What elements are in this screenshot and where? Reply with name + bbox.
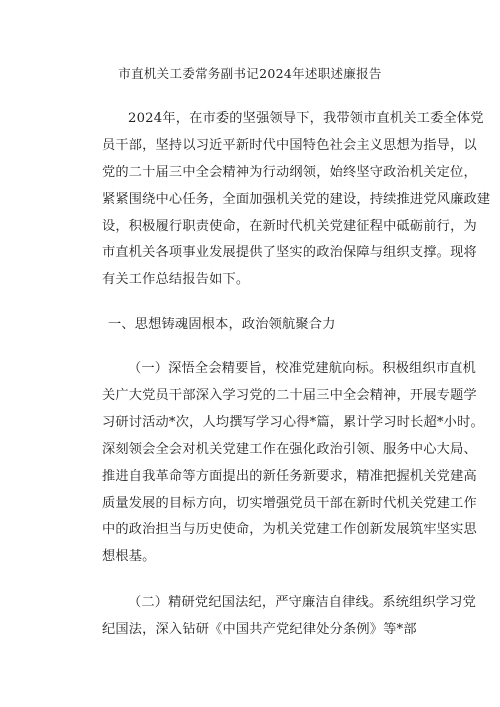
- para1-line-6: 质量发展的目标方向，切实增强党员干部在新时代机关党建工作: [102, 496, 477, 511]
- intro-line-5: 设，积极履行职责使命，在新时代机关党建征程中砥砺前行，为: [102, 219, 477, 234]
- intro-line-7: 有关工作总结报告如下。: [102, 272, 250, 287]
- document-title: 市直机关工委常务副书记2024年述职述廉报告: [118, 66, 382, 81]
- para1-line-8: 想根基。: [102, 549, 156, 564]
- para1-line-5: 推进自我革命等方面提出的新任务新要求，精准把握机关党建高: [102, 469, 477, 484]
- section-1-heading: 一、思想铸魂固根本，政治领航聚合力: [108, 317, 336, 332]
- para1-line-1: （一）深悟全会精要旨，校准党建航向标。积极组织市直机: [128, 361, 477, 376]
- para2-line-1: （二）精研党纪国法纪，严守廉洁自律线。系统组织学习党: [128, 595, 477, 610]
- para1-line-3: 习研讨活动*次，人均撰写学习心得*篇，累计学习时长超*小时。: [102, 415, 484, 430]
- para1-line-2: 关广大党员干部深入学习党的二十届三中全会精神，开展专题学: [102, 388, 477, 403]
- intro-line-4: 紧紧围绕中心任务，全面加强机关党的建设，持续推进党风廉政建: [102, 192, 491, 207]
- para1-line-7: 中的政治担当与历史使命，为机关党建工作创新发展筑牢坚实思: [102, 522, 477, 537]
- para2-line-2: 纪国法，深入钻研《中国共产党纪律处分条例》等*部: [102, 622, 417, 637]
- intro-line-1: 2024年，在市委的坚强领导下，我带领市直机关工委全体党: [128, 111, 484, 126]
- intro-line-3: 党的二十届三中全会精神为行动纲领，始终坚守政治机关定位，: [102, 165, 477, 180]
- intro-line-2: 员干部，坚持以习近平新时代中国特色社会主义思想为指导，以: [102, 138, 477, 153]
- para1-line-4: 深刻领会全会对机关党建工作在强化政治引领、服务中心大局、: [102, 442, 477, 457]
- intro-line-6: 市直机关各项事业发展提供了坚实的政治保障与组织支撑。现将: [102, 245, 477, 260]
